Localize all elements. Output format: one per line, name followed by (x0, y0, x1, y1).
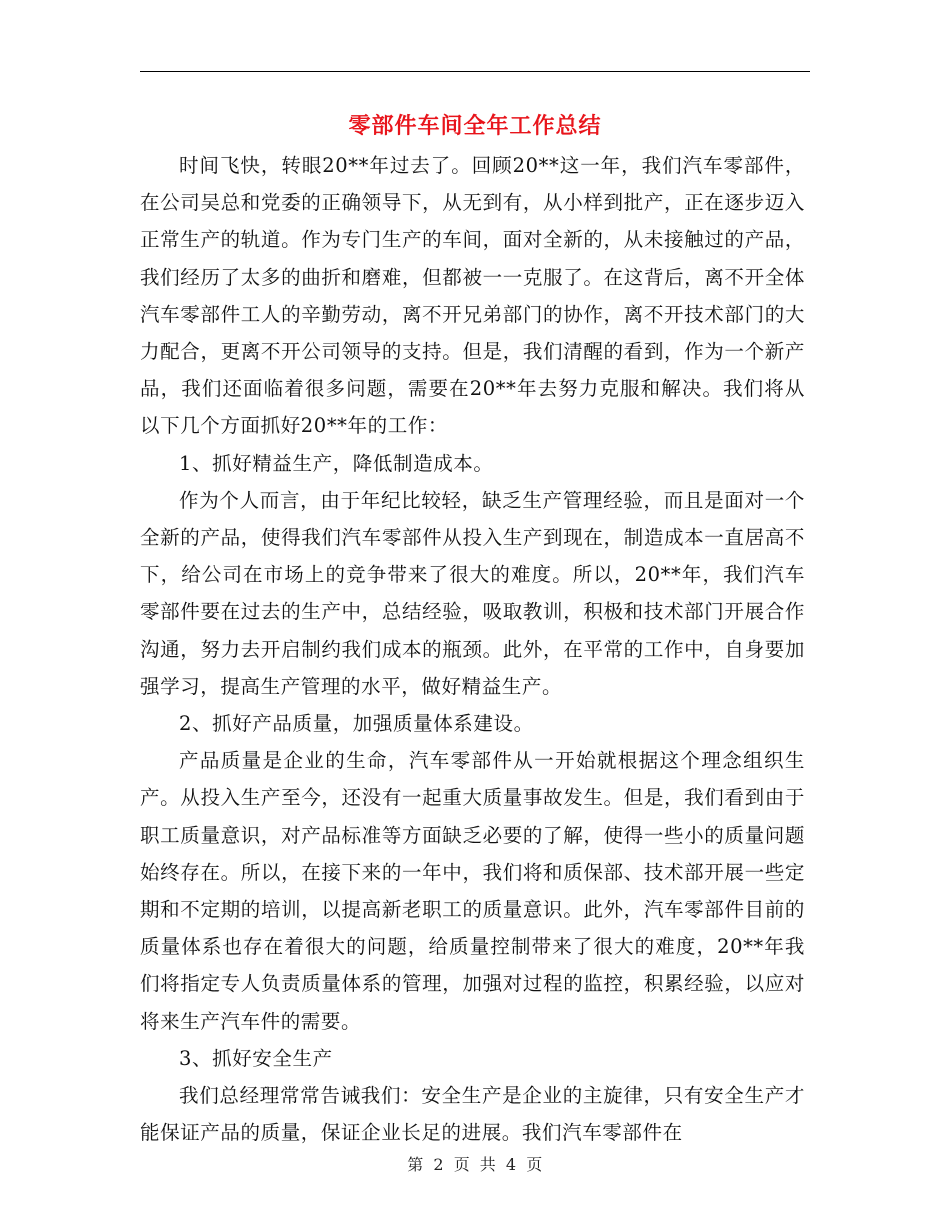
footer-page-word: 页 (453, 1155, 471, 1174)
footer-total-pages: 4 (505, 1155, 517, 1174)
section-heading-2: 2、抓好产品质量，加强质量体系建设。 (179, 712, 534, 736)
paragraph-product-quality: 产品质量是企业的生命，汽车零部件从一开始就根据这个理念组织生产。从投入生产至今，还没有一起重大质量事故发生。但是，我们看到由于职工质量意识，对产品标准等方面缺乏必要的了解，使得一些小的质量问题始终存在。所以，在接下来的一年中，我们将和质保部、技术部开展一些定期和不定期的培训，以提高新老职工的质量意识。此外，汽车零部件目前的质量体系也存在着很大的问题，给质量控制带来了很大的难度，20**年我们将指定专人负责质量体系的管理，加强对过程的监控，积累经验，以应对将来生产汽车件的需要。 (140, 749, 805, 1033)
paragraph-lean-production: 作为个人而言，由于年纪比较轻，缺乏生产管理经验，而且是面对一个全新的产品，使得我们汽车零部件从投入生产到现在，制造成本一直居高不下，给公司在市场上的竞争带来了很大的难度。所以，20**年，我们汽车零部件要在过去的生产中，总结经验，吸取教训，积极和技术部门开展合作沟通，努力去开启制约我们成本的瓶颈。此外，在平常的工作中，自身要加强学习，提高生产管理的水平，做好精益生产。 (140, 488, 805, 698)
document-body (140, 147, 805, 1151)
header-rule (140, 71, 810, 72)
page-footer (0, 1153, 950, 1177)
footer-current-page: 2 (433, 1155, 445, 1174)
paragraph-safety: 我们总经理常常告诫我们：安全生产是企业的主旋律，只有安全生产才能保证产品的质量，保证企业长足的进展。我们汽车零部件在 (140, 1084, 805, 1145)
section-heading-3: 3、抓好安全生产 (179, 1046, 333, 1070)
footer-suffix: 页 (526, 1155, 543, 1174)
section-heading-1: 1、抓好精益生产，降低制造成本。 (179, 451, 494, 475)
paragraph-intro: 时间飞快，转眼20**年过去了。回顾20**这一年，我们汽车零部件，在公司吴总和党委的正确领导下，从无到有，从小样到批产，正在逐步迈入正常生产的轨道。作为专门生产的车间，面对全新的，从未接触过的产品，我们经历了太多的曲折和磨难，但都被一一克服了。在这背后，离不开全体汽车零部件工人的辛勤劳动，离不开兄弟部门的协作，离不开技术部门的大力配合，更离不开公司领导的支持。但是，我们清醒的看到，作为一个新产品，我们还面临着很多问题，需要在20**年去努力克服和解决。我们将从以下几个方面抓好20**年的工作： (140, 154, 805, 438)
footer-total-word: 共 (479, 1155, 497, 1174)
footer-prefix: 第 (407, 1155, 424, 1174)
document-title: 零部件车间全年工作总结 (348, 113, 602, 139)
